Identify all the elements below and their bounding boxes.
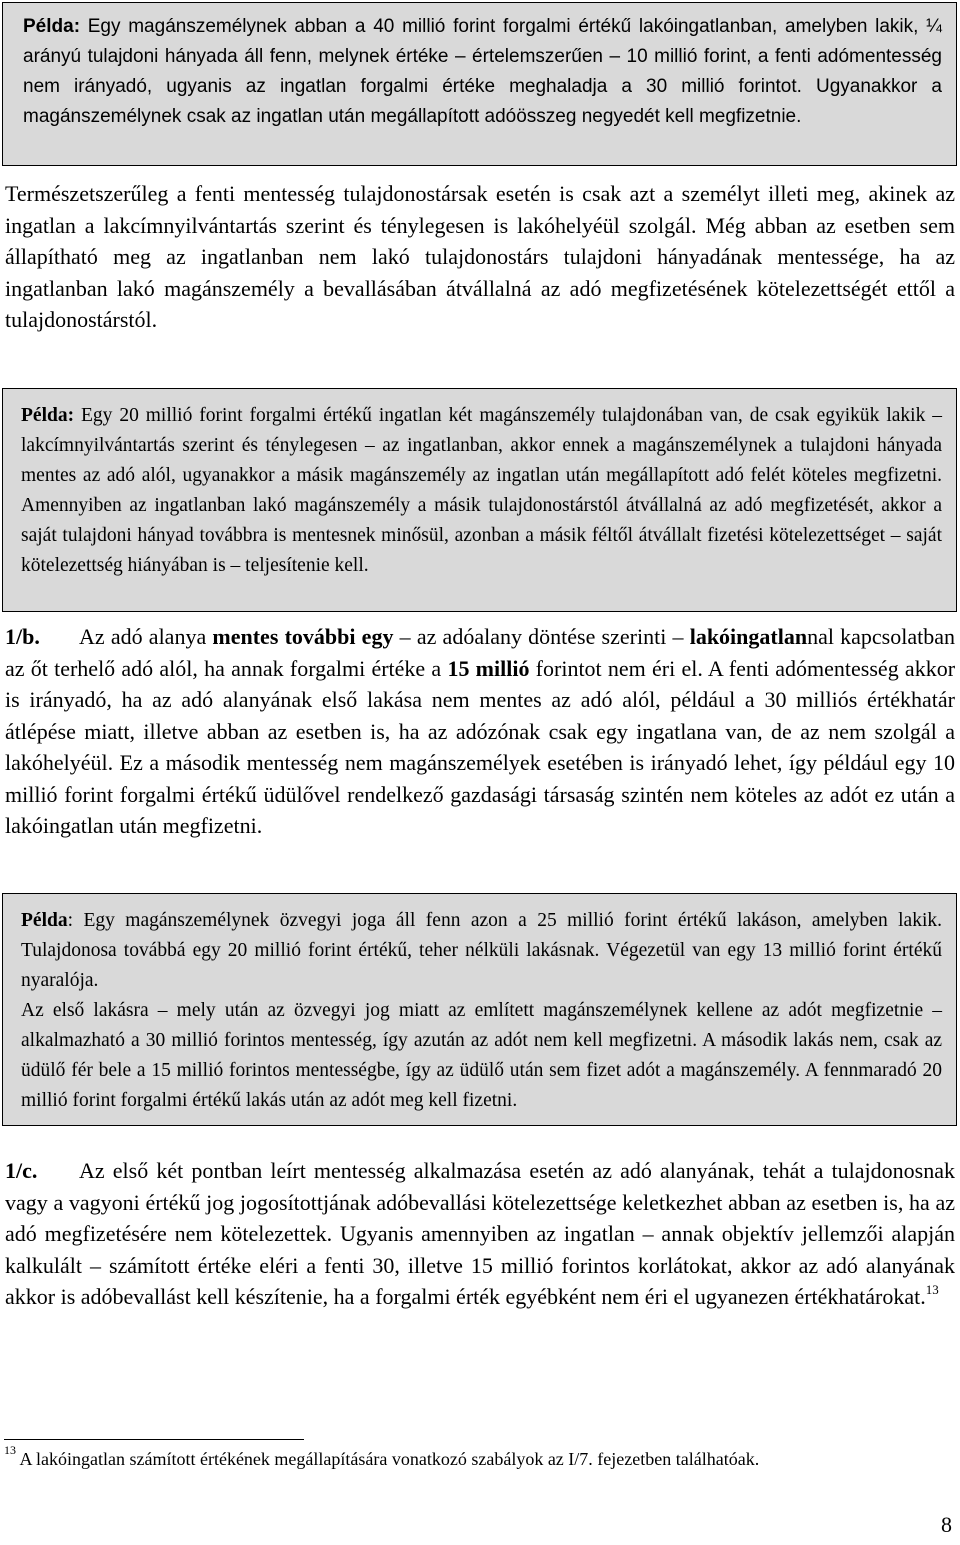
footnote (4, 1443, 954, 1471)
section-1c-number: 1/c. (5, 1158, 38, 1183)
section-1b-text-1: Az adó alanya (79, 624, 213, 649)
example-3-label: Példa (21, 910, 68, 931)
section-1b (5, 621, 955, 842)
example-3-text (21, 906, 942, 996)
example-box-2 (2, 388, 957, 612)
example-box-3 (2, 893, 957, 1126)
section-1c (5, 1155, 955, 1313)
footnote-separator (4, 1439, 304, 1440)
example-2-label: Példa: (21, 405, 75, 426)
section-1b-text-2: – az adóalany döntése szerinti – (393, 624, 690, 649)
footnote-reference[interactable]: 13 (925, 1281, 939, 1297)
section-1b-text-4: forintot nem éri el. A fenti adómentesség akkor is irányadó, ha az adó alanyának első lakása nem mentes az adó alól, például a 30 milliós értékhatár átlépése miatt, illetve abban az esetben is, ha az adózónak csak egy ingatlana van, de az nem szolgál a lakóhelyéül. Ez a második mentesség nem magánszemélyek esetében is irányadó lehet, így például egy 10 millió forint forgalmi értékű üdülővel rendelkező gazdasági társaság szintén nem köteles az adót ez után a lakóingatlan után megfizetni. (5, 655, 956, 838)
example-1-body: Egy magánszemélynek abban a 40 millió forint forgalmi értékű lakóingatlanban, amelyben lakik, ¼ arányú tulajdoni hányada áll fenn, melynek értéke – értelemszerűen – 10 millió forint, a fenti adómentesség nem irányadó, ugyanis az ingatlan forgalmi értéke meghaladja a 30 millió forintot. Ugyanakkor a magánszemélynek csak az ingatlan után megállapított adóösszeg negyedét kell megfizetnie. (23, 16, 942, 127)
example-1-label: Példa: (23, 16, 81, 37)
paragraph-co-owners: Természetszerűleg a fenti mentesség tulajdonostársak esetén is csak azt a személyt illeti meg, akinek az ingatlan a lakcímnyilvántartás szerint és ténylegesen is lakóhelyéül szolgál. Még abban az esetben sem állapítható meg az ingatlanban nem lakó tulajdonostárs tulajdoni hányadának mentessége, ha az ingatlanban lakó magánszemély a bevallásában átvállalná az adó megfizetésének kötelezettségét ettől a tulajdonostárstól. (5, 181, 955, 332)
example-1-text (23, 12, 942, 132)
example-2-text (21, 401, 942, 581)
section-1b-bold-1: mentes további egy (212, 624, 394, 649)
example-3-text-2: Az első lakásra – mely után az özvegyi jog miatt az említett magánszemélynek kellene az adót megfizetnie – alkalmazható a 30 millió forintos mentesség, így azután az adót nem kell megfizetni. A második lakás nem, csak az üdülő fér bele a 15 millió forintos mentességbe, így az üdülő után sem fizet adót a magánszemély. A fennmaradó 20 millió forint forgalmi értékű lakás után az adót meg kell fizetni. (21, 1000, 942, 1111)
section-1c-text: Az első két pontban leírt mentesség alkalmazása esetén az adó alanyának, tehát a tulajdonosnak vagy a vagyoni értékű jog jogosítottjának adóbevallási kötelezettsége keletkezhet abban az esetben is, ha az adó megfizetésére nem kötelezettek. Ugyanis amennyiben az ingatlan – annak objektív jellemzői alapján kalkulált – számított értéke eléri a fenti 30, illetve 15 millió forintos korlátokat, akkor az adó alanyának akkor is adóbevallást kell készítenie, ha a forgalmi érték egyébként nem éri el ugyanezen értékhatárokat. (5, 1158, 955, 1309)
page-number: 8 (941, 1512, 952, 1537)
footnote-text: A lakóingatlan számított értékének megállapítására vonatkozó szabályok az I/7. fejezetben találhatóak. (16, 1449, 760, 1469)
section-1b-bold-2: lakóingatlan (689, 624, 808, 649)
section-1b-number: 1/b. (5, 624, 40, 649)
example-2-body: Egy 20 millió forint forgalmi értékű ingatlan két magánszemély tulajdonában van, de csak egyikük lakik – lakcímnyilvántartás szerint és ténylegesen – az ingatlanban, akkor ennek a magánszemélynek a tulajdoni hányada mentes az adó alól, ugyanakkor a másik magánszemély az ingatlan után megállapított adó felét köteles megfizetni. Amennyiben az ingatlanban lakó magánszemély a másik tulajdonostárstól átvállalná az adó megfizetését, akkor a saját tulajdoni hányad továbbra is mentesnek minősül, azonban a másik féltől átvállalt fizetési kötelezettséget – saját kötelezettség hiányában is – teljesítenie kell. (21, 405, 942, 576)
footnote-number: 13 (4, 1443, 16, 1457)
section-1b-text-3: nal kapcsolatban az őt terhelő adó alól, ha annak forgalmi értéke a (5, 624, 955, 681)
example-3-body: : Egy magánszemélynek özvegyi joga áll fenn azon a 25 millió forint értékű lakáson, amelyben lakik. Tulajdonosa továbbá egy 20 millió forint értékű, teher nélküli lakásnak. Végezetül van egy 13 millió forint értékű nyaralója. (21, 910, 942, 991)
section-1b-bold-3: 15 millió (447, 655, 530, 681)
example-box-1 (2, 2, 957, 166)
